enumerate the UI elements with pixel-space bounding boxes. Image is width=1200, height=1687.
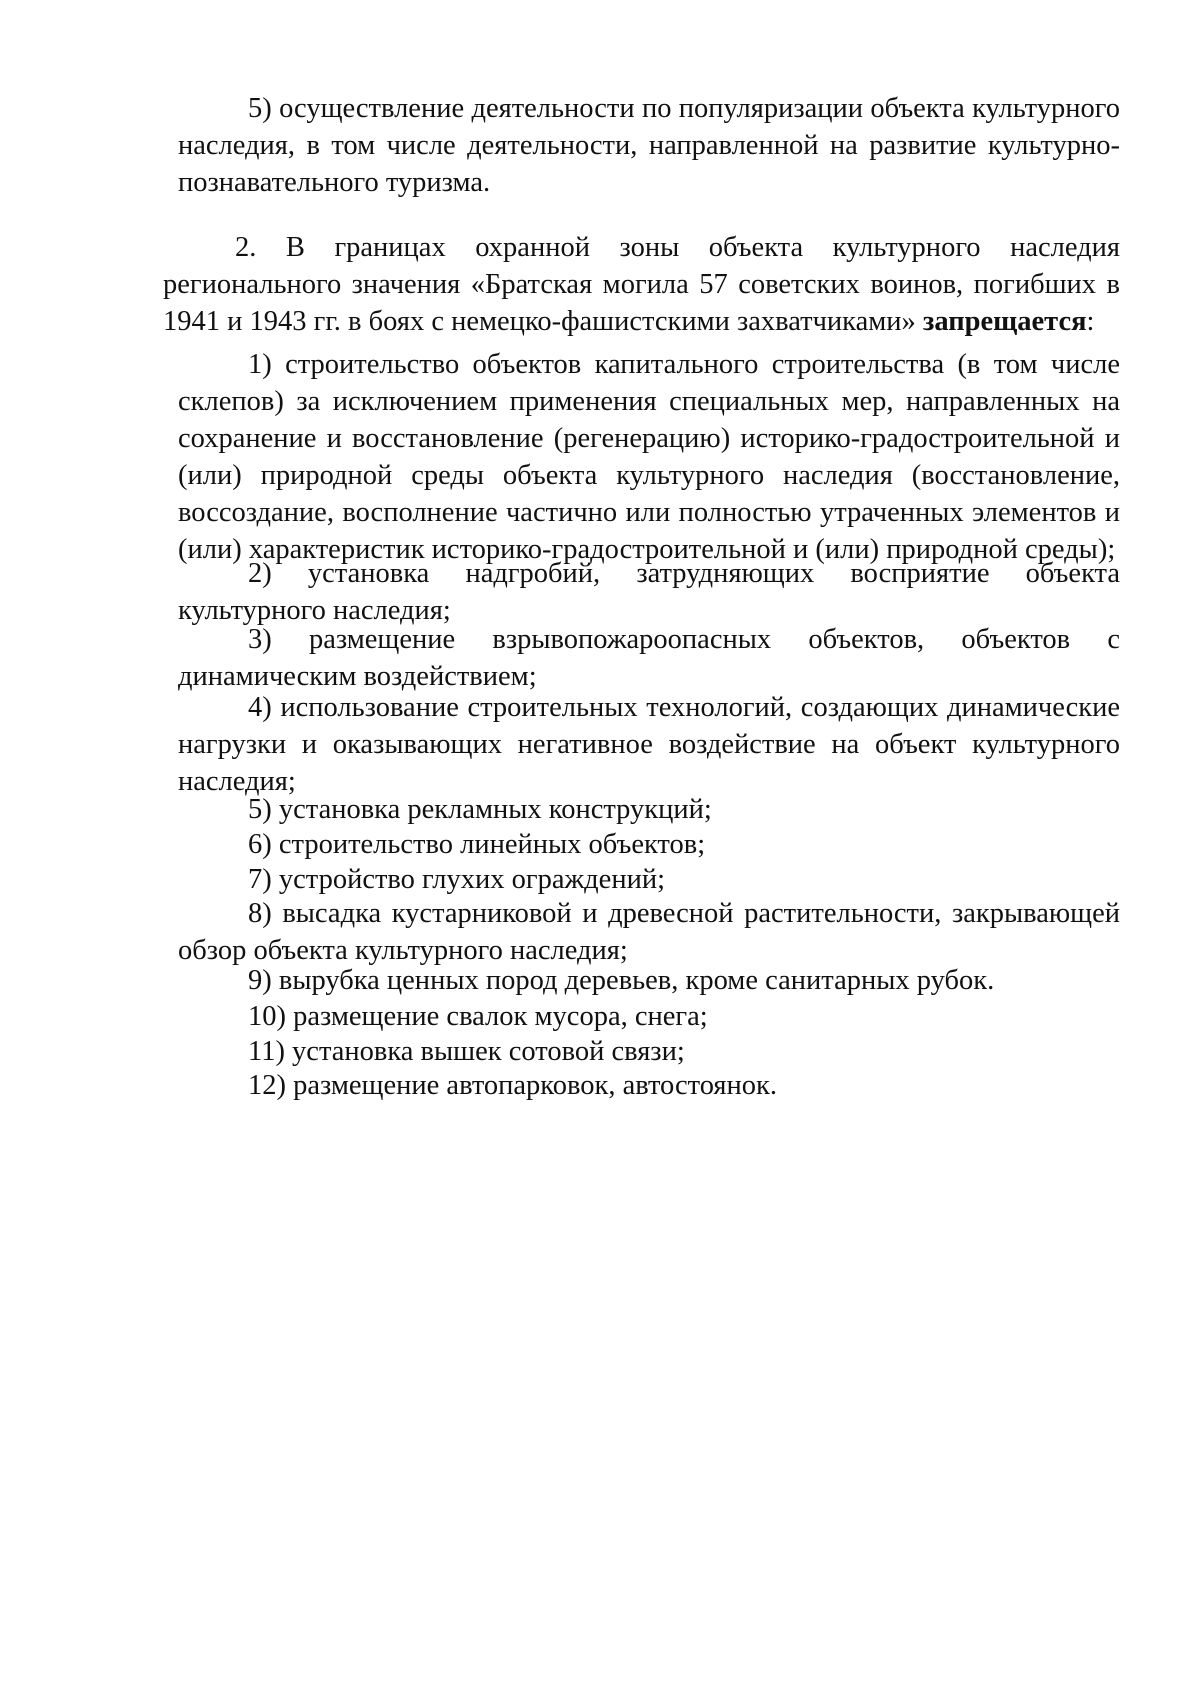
prohibition-item-2: 2) установка надгробий, затрудняющих восприятие объекта культурного наследия;	[178, 558, 1120, 626]
prohibition-item-6: 6) строительство линейных объектов;	[248, 829, 706, 860]
prohibition-item-8: 8) высадка кустарниковой и древесной растительности, закрывающей обзор объекта культурного наследия;	[178, 898, 1120, 966]
prohibition-item-1: 1) строительство объектов капитального строительства (в том числе склепов) за исключением применения специальных мер, направленных на сохранение и восстановление (регенерацию) историко-градостроительной и (или) природной среды объекта культурного наследия (восстановление, воссоздание, восполнение частично или полностью утраченных элементов и (или) характеристик историко-градостроительной и (или) природной среды);	[178, 349, 1120, 565]
prohibition-item-12: 12) размещение автопарковок, автостоянок.	[248, 1070, 778, 1101]
section2-intro-colon: :	[1086, 306, 1095, 337]
section2-intro	[163, 229, 1120, 340]
prohibition-item-5: 5) установка рекламных конструкций;	[248, 794, 712, 825]
prohibition-item-10: 10) размещение свалок мусора, снега;	[248, 1001, 708, 1032]
section1-item-5: 5) осуществление деятельности по популяризации объекта культурного наследия, в том числе деятельности, направленной на развитие культурно-познавательного туризма.	[178, 93, 1120, 198]
prohibition-item-3: 3) размещение взрывопожароопасных объектов, объектов с динамическим воздействием;	[178, 624, 1120, 692]
section2-intro-text: 2. В границах охранной зоны объекта культурного наследия регионального значения «Братская могила 57 советских воинов, погибших в 1941 и 1943 гг. в боях с немецко-фашистскими захватчиками»	[163, 232, 1120, 337]
prohibition-item-4: 4) использование строительных технологий, создающих динамические нагрузки и оказывающих негативное воздействие на объект культурного наследия;	[178, 692, 1120, 797]
prohibition-item-11: 11) установка вышек сотовой связи;	[248, 1036, 685, 1067]
section2-intro-bold: запрещается	[922, 306, 1087, 337]
prohibition-item-9: 9) вырубка ценных пород деревьев, кроме санитарных рубок.	[248, 965, 995, 996]
prohibition-item-7: 7) устройство глухих ограждений;	[248, 864, 666, 895]
